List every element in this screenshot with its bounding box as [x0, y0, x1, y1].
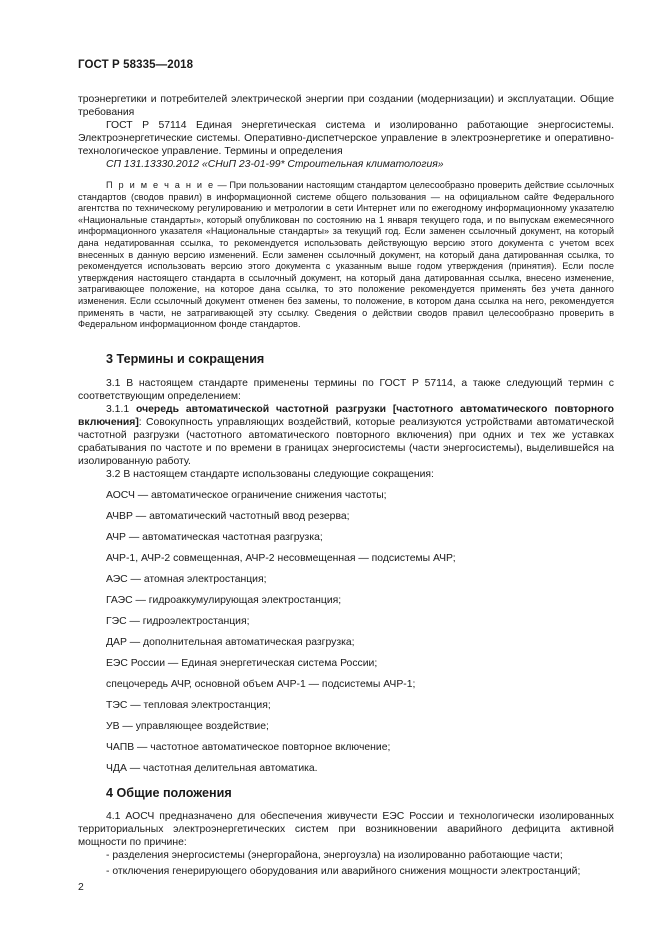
document-code-header: ГОСТ Р 58335—2018	[78, 59, 194, 71]
note-label: П р и м е ч а н и е	[106, 180, 215, 190]
abbr-item: ЕЭС России — Единая энергетическая система России;	[106, 658, 378, 669]
note-block	[78, 180, 614, 331]
abbr-item: ДАР — дополнительная автоматическая разгрузка;	[106, 637, 355, 648]
abbr-item: ТЭС — тепловая электростанция;	[106, 700, 271, 711]
clause-3-1-1-definition: : Совокупность управляющих воздействий, которые реализуются устройствами автоматической частотной разгрузки (частотного автоматического повторного включения) при одних и тех же уставках срабатывания по частоте и по времени в границах энергосистемы (части энергосистемы), выделившейся на изолированную работу.	[78, 417, 614, 467]
clause-4-1: 4.1 АОСЧ предназначено для обеспечения живучести ЕЭС России и технологически изолированных территориальных электроэнергетических систем при возникновении аварийного дефицита активной мощности по причине:	[78, 811, 614, 848]
list-item: - разделения энергосистемы (энергорайона, энергоузла) на изолированно работающие части;	[106, 850, 563, 861]
page-number: 2	[78, 882, 84, 893]
section-4-title: 4 Общие положения	[106, 786, 232, 800]
section-3-title: 3 Термины и сокращения	[106, 352, 265, 366]
section-3-body	[78, 377, 614, 481]
clause-3-1-1-number: 3.1.1	[106, 404, 136, 415]
section-4-body	[78, 810, 614, 849]
abbr-item: ЧДА — частотная делительная автоматика.	[106, 763, 318, 774]
reference-sp-131-text: СП 131.13330.2012 «СНиП 23-01-99* Строительная климатология»	[106, 159, 444, 170]
note-paragraph	[78, 180, 614, 331]
abbr-item: ГАЭС — гидроаккумулирующая электростанция;	[106, 595, 342, 606]
reference-continuation: троэнергетики и потребителей электрической энергии при создании (модернизации) и эксплуатации. Общие требования	[78, 94, 614, 118]
abbr-item: АЧР — автоматическая частотная разгрузка;	[106, 532, 323, 543]
clause-3-1: 3.1 В настоящем стандарте применены термины по ГОСТ Р 57114, а также следующий термин с соответствующим определением:	[78, 378, 614, 402]
list-item: - отключения генерирующего оборудования или аварийного снижения мощности электростанций;	[106, 866, 581, 877]
abbr-item: АЧВР — автоматический частотный ввод резерва;	[106, 511, 350, 522]
abbr-item: УВ — управляющее воздействие;	[106, 721, 269, 732]
abbr-item: АЭС — атомная электростанция;	[106, 574, 267, 585]
note-text: — При пользовании настоящим стандартом целесообразно проверить действие ссылочных стандартов (сводов правил) в информационной системе общего пользования — на официальном сайте Федерального агентства по техническому регулированию и метрологии в сети Интернет или по ежегодному информационному указателю «Национальные стандарты», который опубликован по состоянию на 1 января текущего года, и по выпускам ежемесячного информационного указателя «Национальные стандарты» за текущий год. Если заменен ссылочный документ, на который дана недатированная ссылка, то рекомендуется использовать действующую версию этого документа с учетом всех внесенных в данную версию изменений. Если заменен ссылочный документ, на который дана датированная ссылка, то рекомендуется использовать версию этого документа с указанным выше годом утверждения (принятия). Если после утверждения настоящего стандарта в ссылочный документ, на который дана датированная ссылка, внесено изменение, затрагивающее положение, на которое дана ссылка, то это положение рекомендуется применять без учета данного изменения. Если ссылочный документ отменен без замены, то положение, в котором дана ссылка на него, рекомендуется применять в части, не затрагивающей эту ссылку. Сведения о действии сводов правил целесообразно проверить в Федеральном информационном фонде стандартов.	[78, 180, 615, 330]
abbr-item: АЧР-1, АЧР-2 совмещенная, АЧР-2 несовмещенная — подсистемы АЧР;	[106, 553, 456, 564]
abbr-item: АОСЧ — автоматическое ограничение снижения частоты;	[106, 490, 387, 501]
clause-3-2: 3.2 В настоящем стандарте использованы следующие сокращения:	[106, 469, 434, 480]
reference-sp-131	[78, 158, 614, 171]
clause-3-1-1-term: очередь автоматической частотной разгрузки [частотного автоматического повторного включения]	[78, 404, 615, 428]
abbr-item: ЧАПВ — частотное автоматическое повторное включение;	[106, 742, 391, 753]
abbr-item: спецочередь АЧР, основной объем АЧР-1 — подсистемы АЧР-1;	[106, 679, 416, 690]
abbr-item: ГЭС — гидроэлектростанция;	[106, 616, 250, 627]
references-block	[78, 93, 614, 171]
reference-gost-57114: ГОСТ Р 57114 Единая энергетическая система и изолированно работающие энергосистемы. Электроэнергетические системы. Оперативно-диспетчерское управление в электроэнергетике и оперативно-технологическое управление. Термины и определения	[78, 120, 614, 157]
clause-3-1-1	[78, 403, 614, 468]
